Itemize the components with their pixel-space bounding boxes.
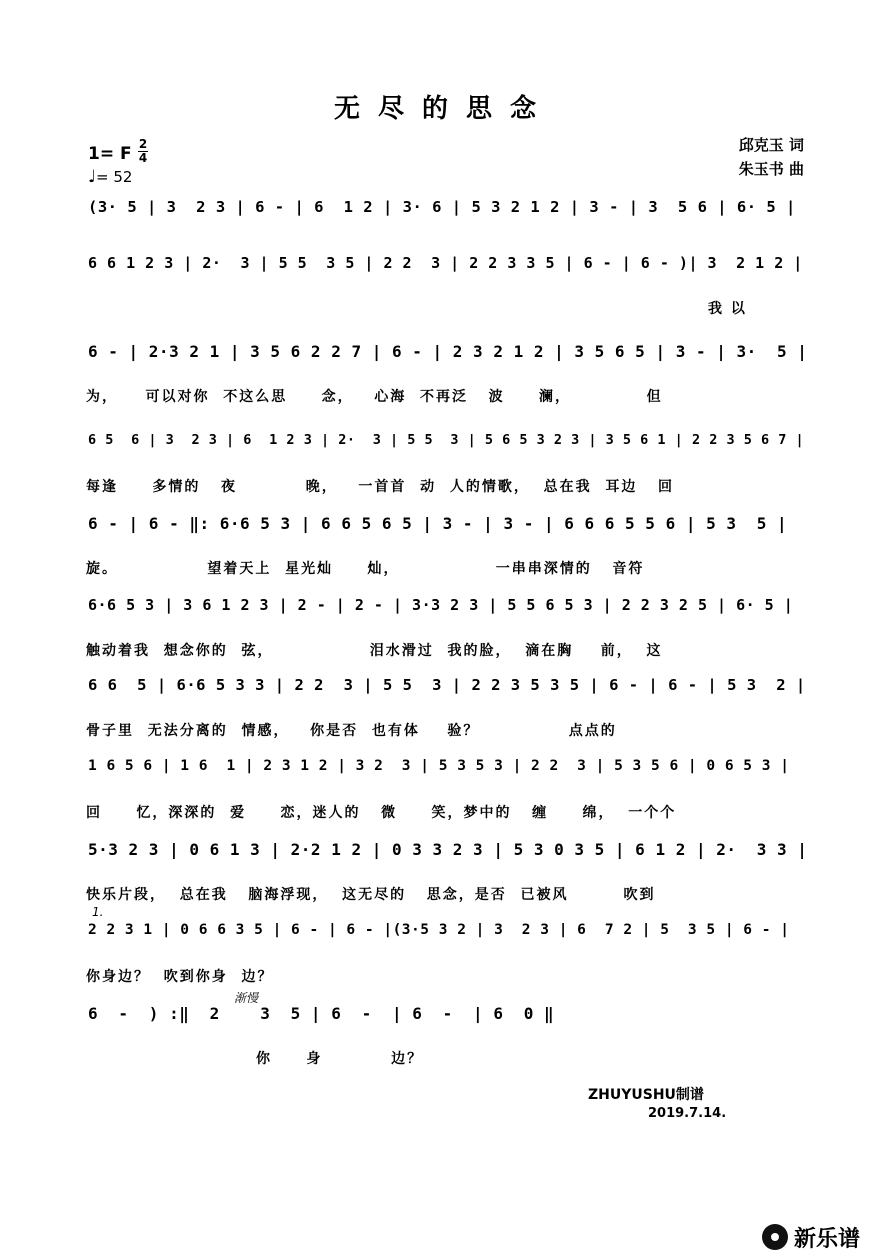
score-row — [84, 428, 808, 458]
logo-text: 新乐谱 — [794, 1227, 861, 1252]
score-row — [84, 836, 808, 866]
score-date: 2019.7.14. — [648, 1106, 727, 1121]
lyrics-line: 回 忆，深深的 爱 恋，迷人的 微 笑，梦中的 缠 绵， 一个个 — [86, 805, 677, 821]
lyrics-line: 触动着我 想念你的 弦， 泪水滑过 我的脸， 滴在胸 前， 这 — [86, 643, 663, 659]
arranger-credit: ZHUYUSHU制谱 — [588, 1087, 704, 1103]
lyrics-line: 为， 可以对你 不这么思 念， 心海 不再泛 波 澜， 但 — [86, 389, 663, 405]
notation-line: 2 2 3 1 | 0 6 6 3 5 | 6 - | 6 - |(3·5 3 2 | 3 2 3 | 6 7 2 | 5 3 5 | 6 - | — [88, 922, 790, 938]
lyrics-line: 骨子里 无法分离的 情感， 你是否 也有体 验？ 点点的 — [86, 723, 617, 739]
time-signature-top: 2 — [138, 137, 148, 151]
notation-line: 5·3 2 3 | 0 6 1 3 | 2·2 1 2 | 0 3 3 2 3 | 5 3 0 3 5 | 6 1 2 | 2· 3 3 | — [88, 840, 808, 859]
lyricist-credit: 邱克玉 词 — [738, 136, 804, 154]
lyrics-line: 我 以 — [708, 301, 747, 317]
score-row — [84, 510, 808, 540]
lyrics-line: 旋。 望着天上 星光灿 灿， 一串串深情的 音符 — [86, 561, 645, 577]
score-row — [84, 592, 808, 622]
key-signature: 1= F — [88, 144, 132, 164]
lyrics-line: 你身边？ 吹到你身 边？ — [86, 969, 274, 985]
notation-line: 6 5 6 | 3 2 3 | 6 1 2 3 | 2· 3 | 5 5 3 | 5 6 5 3 2 3 | 3 5 6 1 | 2 2 3 5 6 7 | — [88, 432, 805, 448]
quarter-note-icon: ♩ — [88, 167, 97, 187]
ritardando-marking: 渐慢 — [234, 991, 259, 1005]
composer-credit: 朱玉书 曲 — [738, 160, 804, 178]
notation-line: (3· 5 | 3 2 3 | 6 - | 6 1 2 | 3· 6 | 5 3 2 1 2 | 3 - | 3 5 6 | 6· 5 | — [88, 198, 796, 216]
score-row — [84, 250, 808, 280]
score-row — [84, 754, 808, 784]
tempo-marking — [88, 167, 132, 187]
notation-line: 6 - ) :‖ 2 3 5 | 6 - | 6 - | 6 0 ‖ — [88, 1004, 555, 1023]
notation-line: 6 6 1 2 3 | 2· 3 | 5 5 3 5 | 2 2 3 | 2 2 3 3 5 | 6 - | 6 - )| 3 2 1 2 | — [88, 254, 803, 272]
notation-line: 6 - | 2·3 2 1 | 3 5 6 2 2 7 | 6 - | 2 3 2 1 2 | 3 5 6 5 | 3 - | 3· 5 | — [88, 342, 808, 361]
site-logo — [762, 1222, 882, 1252]
score-row — [84, 338, 808, 368]
notation-line: 6·6 5 3 | 3 6 1 2 3 | 2 - | 2 - | 3·3 2 3 | 5 5 6 5 3 | 2 2 3 2 5 | 6· 5 | — [88, 596, 794, 614]
score-row — [84, 194, 808, 224]
score-row — [84, 918, 808, 948]
lyrics-line: 你 身 边？ — [256, 1051, 424, 1067]
time-signature — [138, 138, 148, 165]
notation-line: 1 6 5 6 | 1 6 1 | 2 3 1 2 | 3 2 3 | 5 3 5 3 | 2 2 3 | 5 3 5 6 | 0 6 5 3 | — [88, 758, 790, 774]
tempo-value: = 52 — [96, 168, 133, 186]
notation-line: 6 - | 6 - ‖: 6·6 5 3 | 6 6 5 6 5 | 3 - | 3 - | 6 6 6 5 5 6 | 5 3 5 | — [88, 514, 788, 533]
lyrics-line: 每逢 多情的 夜 晚， 一首首 动 人的情歌， 总在我 耳边 回 — [86, 479, 674, 495]
lyrics-line: 快乐片段， 总在我 脑海浮现， 这无尽的 思念，是否 已被风 吹到 — [86, 887, 656, 903]
time-signature-bottom: 4 — [138, 151, 148, 165]
notation-line: 6 6 5 | 6·6 5 3 3 | 2 2 3 | 5 5 3 | 2 2 3 5 3 5 | 6 - | 6 - | 5 3 2 | — [88, 676, 806, 694]
score-row — [84, 1000, 808, 1030]
volta-ending: 1. — [92, 905, 104, 919]
song-title: 无尽的思念 — [333, 94, 554, 124]
score-row — [84, 672, 808, 702]
record-disc-icon — [762, 1224, 788, 1250]
